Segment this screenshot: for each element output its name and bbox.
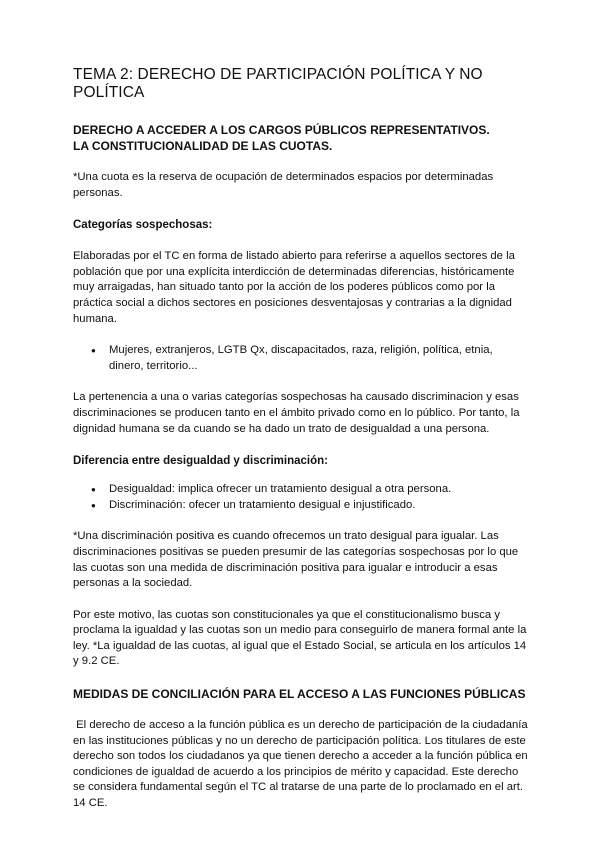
- pertenencia-paragraph: La pertenencia a una o varias categorías sospechosas ha causado discriminacion y esas discriminaciones se producen tanto en el ámbito privado como en lo público. Por tanto, la dignidad humana se da cuando se ha dado un trato de desigualdad a una persona.: [73, 391, 520, 435]
- cuota-definition: *Una cuota es la reserva de ocupación de determinados espacios por determinadas personas.: [73, 171, 494, 199]
- page-title: TEMA 2: DERECHO DE PARTICIPACIÓN POLÍTICA Y NO POLÍTICA: [73, 66, 483, 101]
- list-item: ● Discriminación: ofecer un tratamiento desigual e injustificado.: [109, 498, 530, 514]
- diferencia-list: [73, 482, 530, 513]
- diferencia-heading: Diferencia entre desigualdad y discriminación:: [73, 455, 328, 468]
- section-categorias: [73, 217, 530, 437]
- section-diferencia: [73, 453, 530, 670]
- section-heading-line1: DERECHO A ACCEDER A LOS CARGOS PÚBLICOS REPRESENTATIVOS.: [73, 123, 490, 137]
- conciliacion-heading: MEDIDAS DE CONCILIACIÓN PARA EL ACCESO A LAS FUNCIONES PÚBLICAS: [73, 687, 526, 702]
- list-item: ● Desigualdad: implica ofrecer un tratamiento desigual a otra persona.: [109, 482, 530, 498]
- list-item: ● Mujeres, extranjeros, LGTB Qx, discapacitados, raza, religión, política, etnia, dinero, territorio...: [109, 343, 530, 374]
- categorias-heading: Categorías sospechosas:: [73, 219, 213, 232]
- section-heading-line2: LA CONSTITUCIONALIDAD DE LAS CUOTAS.: [73, 139, 333, 153]
- conciliacion-paragraph: El derecho de acceso a la función pública es un derecho de participación de la ciudadanía en las instituciones públicas y no un derecho de participación política. Los titulares de este derecho son todos los ciudadanos ya que tienen derecho a acceder a la función pública en condiciones de igualdad de acuerdo a los principios de mérito y capacidad. Este derecho se considera fundamental según el TC al tratarse de una parte de lo proclamado en el art. 14 CE.: [73, 719, 531, 810]
- discriminacion-positiva-paragraph: *Una discriminación positiva es cuando ofrecemos un trato desigual para igualar. Las discriminaciones positivas se pueden presumir de las categorías sospechosas por lo que las cuotas son una medida de discriminación positiva para igualar e introducir a esas personas a la sociedad.: [73, 530, 519, 590]
- section-cargos-publicos: [73, 122, 530, 201]
- motivo-paragraph: Por este motivo, las cuotas son constitucionales ya que el constitucionalismo busca y proclama la igualdad y las cuotas son un medio para conseguirlo de manera formal ante la ley. *La igualdad de las cuotas, al igual que el Estado Social, se articula en los artículos 14 y 9.2 CE.: [73, 608, 527, 668]
- categorias-paragraph: Elaboradas por el TC en forma de listado abierto para referirse a aquellos sectores de la población que por una explícita interdicción de determinadas diferencias, históricamente muy arraigadas, han situado tanto por la acción de los poderes públicos como por la práctica social a dichos sectores en posiciones desventajosas y contrarias a la dignidad humana.: [73, 250, 515, 325]
- section-conciliacion: [73, 686, 530, 812]
- categorias-list: [73, 343, 530, 374]
